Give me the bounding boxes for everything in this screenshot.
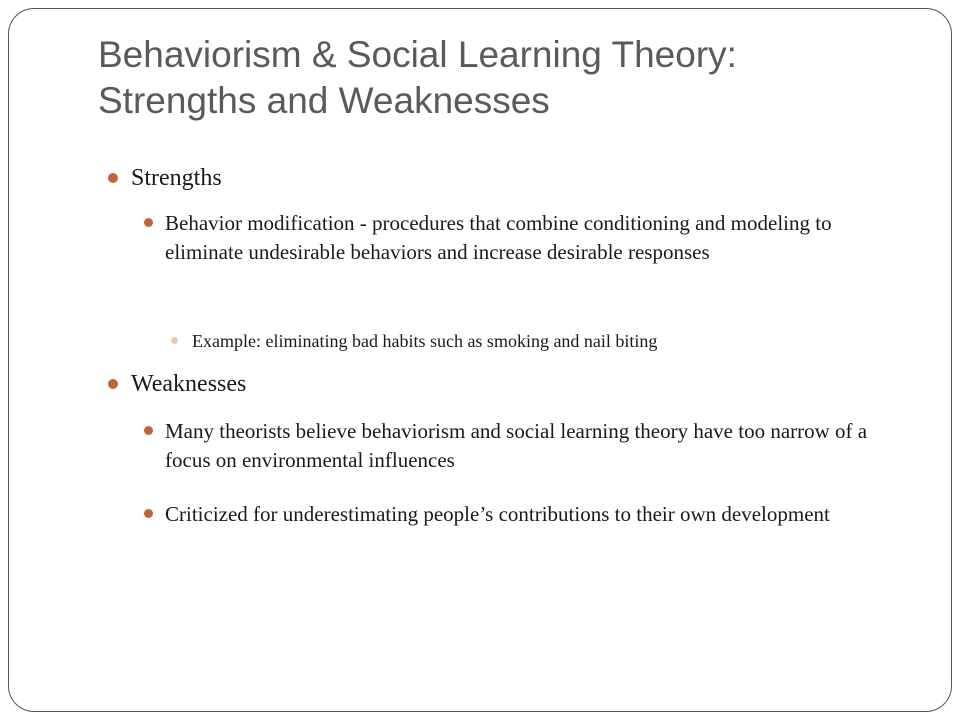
- title-line-2: Strengths and Weaknesses: [98, 80, 550, 121]
- bullet-weakness-1: [165, 417, 895, 475]
- bullet-example: [192, 329, 892, 353]
- title-line-1: Behaviorism & Social Learning Theory:: [98, 34, 737, 75]
- example-text: Example: eliminating bad habits such as smoking and nail biting: [192, 331, 658, 351]
- bullet-strengths: [131, 163, 891, 193]
- slide-title: [98, 32, 898, 124]
- bullet-dot-icon: [144, 218, 153, 227]
- bullet-dot-icon: [144, 509, 153, 518]
- bullet-dot-icon: [108, 379, 118, 389]
- bullet-behavior-modification: [165, 209, 895, 267]
- bullet-weakness-2: [165, 500, 895, 529]
- strengths-heading: Strengths: [131, 165, 222, 191]
- weakness-item-text: Criticized for underestimating people’s contributions to their own development: [165, 502, 830, 526]
- bullet-dot-icon: [108, 173, 118, 183]
- weaknesses-heading: Weaknesses: [131, 371, 247, 397]
- bullet-dot-light-icon: [171, 337, 178, 344]
- behavior-modification-text: Behavior modification - procedures that combine conditioning and modeling to eliminate undesirable behaviors and increase desirable responses: [165, 211, 832, 264]
- bullet-weaknesses: [131, 369, 891, 399]
- bullet-dot-icon: [144, 426, 153, 435]
- weakness-item-text: Many theorists believe behaviorism and social learning theory have too narrow of a focus on environmental influences: [165, 419, 868, 472]
